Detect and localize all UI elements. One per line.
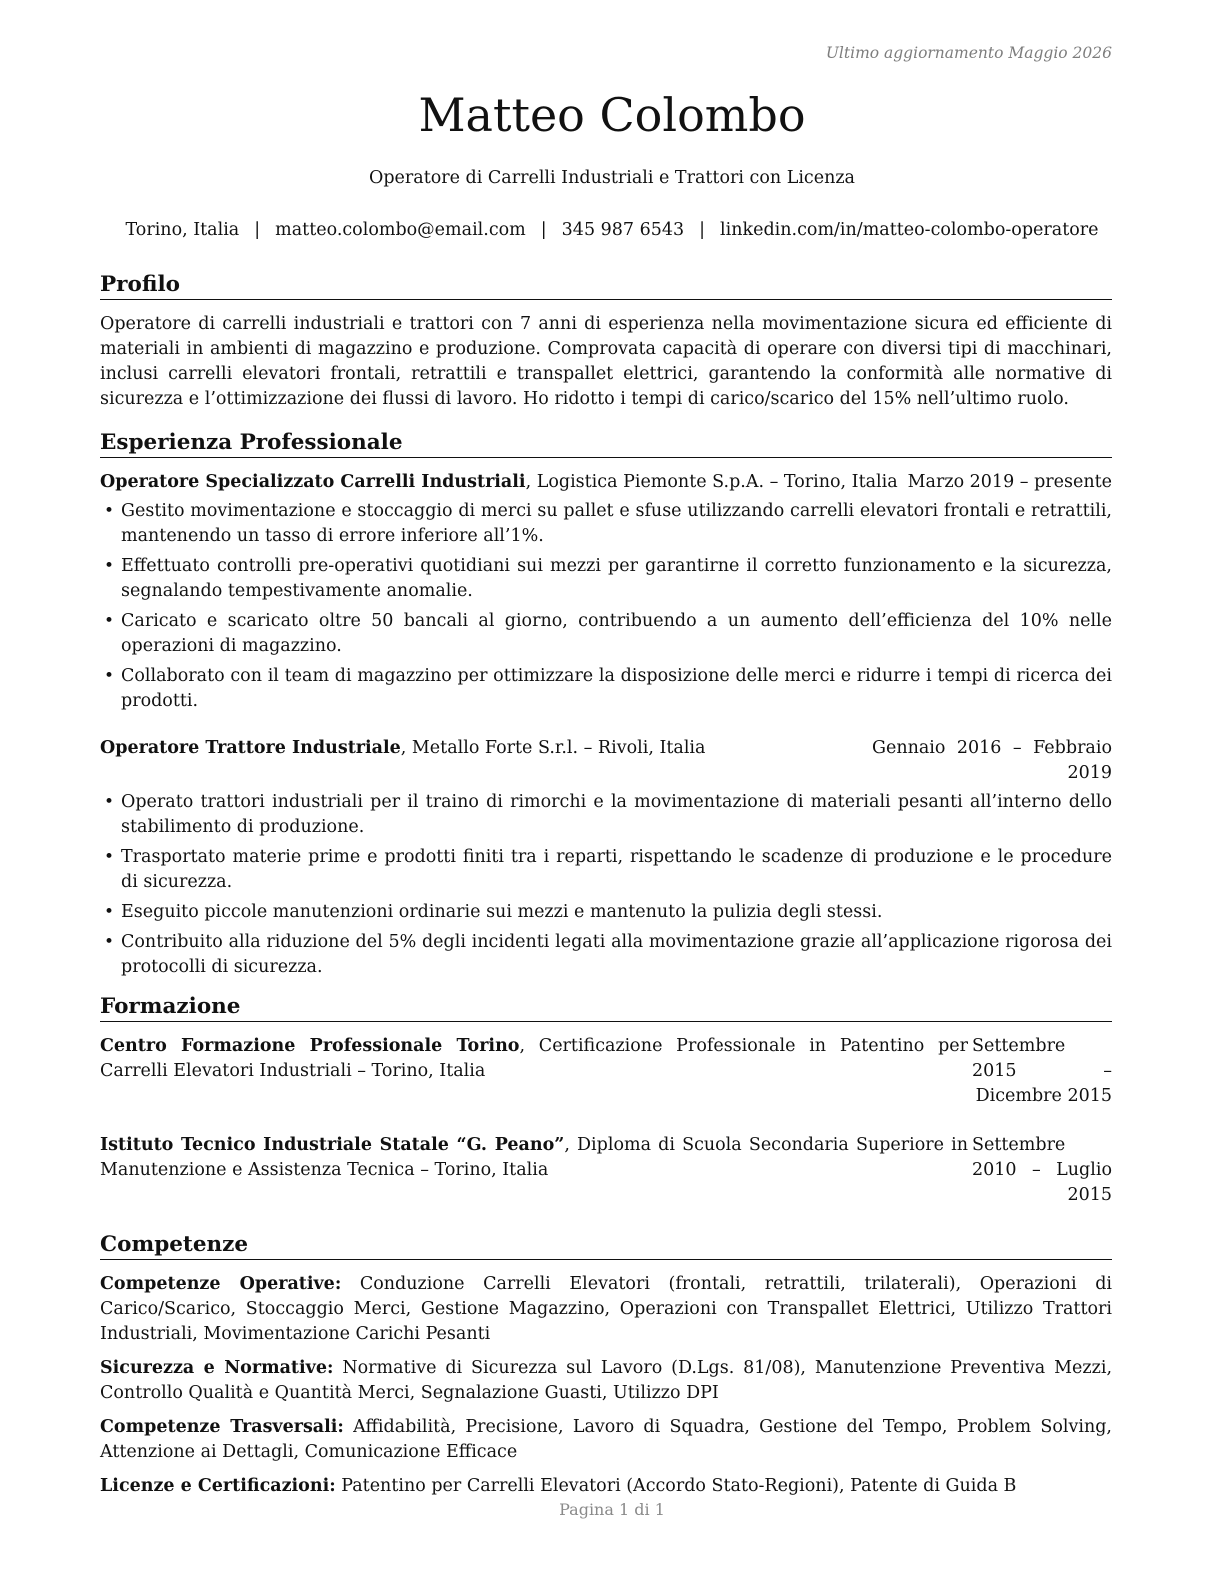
bullet-item [100,609,1112,659]
education-row [100,1034,1112,1109]
skill-group [100,1272,1112,1347]
job-heading [100,470,908,495]
skill-text: Affidabilità, Precisione, Lavoro di Squadra, Gestione del Tempo, Problem Solving, Attenzione ai Dettagli, Comunicazione Efficace [100,1417,1112,1462]
experience-section [100,430,1112,980]
bullet-item [100,790,1112,840]
job-dates: Gennaio 2016 – Febbraio 2019 [872,738,1112,783]
education-entry [100,1133,1112,1208]
bullet-icon: • [104,611,115,631]
job-dates: Marzo 2019 – presente [907,472,1112,492]
bullet-item [100,845,1112,895]
candidate-name: Matteo Colombo [418,88,806,142]
education-row [100,1133,1112,1208]
education-heading [100,1034,968,1109]
location: Torino, Italia [125,220,240,240]
education-dates: Settembre 2015 – Dicembre 2015 [972,1036,1112,1106]
job-bullets [100,790,1112,980]
skill-text: Normative di Sicurezza sul Lavoro (D.Lgs. 81/08), Manutenzione Preventiva Mezzi, Controllo Qualità e Quantità Merci, Segnalazione Guasti, Utilizzo DPI [100,1358,1113,1403]
section-title-skills: Competenze [100,1232,1112,1260]
linkedin-link[interactable]: linkedin.com/in/matteo-colombo-operatore [720,220,1099,240]
section-title-profile: Profilo [100,272,1112,300]
bullet-text: Contribuito alla riduzione del 5% degli incidenti legati alla movimentazione grazie all’applicazione rigorosa dei protocolli di sicurezza. [121,932,1112,977]
education-detail: , Diploma di Scuola Secondaria Superiore in Manutenzione e Assistenza Tecnica – Torino, Italia [100,1135,968,1180]
job-heading [100,736,872,761]
bullet-icon: • [104,847,115,867]
skill-label: Licenze e Certificazioni: [100,1476,336,1496]
bullet-item [100,900,1112,925]
job-company: , Metallo Forte S.r.l. – Rivoli, Italia [400,738,706,758]
job-entry [100,470,1112,714]
bullet-text: Collaborato con il team di magazzino per ottimizzare la disposizione delle merci e ridurre i tempi di ricerca dei prodotti. [121,666,1112,711]
job-entry [100,736,1112,980]
skills-section [100,1232,1112,1499]
bullet-text: Operato trattori industriali per il traino di rimorchi e la movimentazione di materiali pesanti all’interno dello stabilimento di produzione. [121,792,1112,837]
bullet-icon: • [104,501,115,521]
skill-label: Competenze Trasversali: [100,1417,344,1437]
resume-content [100,272,1112,1508]
bullet-icon: • [104,902,115,922]
headline: Operatore di Carrelli Industriali e Trattori con Licenza [369,168,855,188]
skill-text: Conduzione Carrelli Elevatori (frontali, retrattili, trilaterali), Operazioni di Carico/Scarico, Stoccaggio Merci, Gestione Magazzino, Operazioni con Transpallet Elettrici, Utilizzo Trattori Industriali, Movimentazione Carichi Pesanti [100,1274,1113,1344]
skill-text: Patentino per Carrelli Elevatori (Accordo Stato-Regioni), Patente di Guida B [335,1476,1017,1496]
bullet-text: Effettuato controlli pre-operativi quotidiani sui mezzi per garantirne il corretto funzionamento e la sicurezza, segnalando tempestivamente anomalie. [121,556,1112,601]
bullet-text: Eseguito piccole manutenzioni ordinarie sui mezzi e mantenuto la pulizia degli stessi. [121,902,883,922]
bullet-item [100,499,1112,549]
bullet-icon: • [104,932,115,952]
school-name: Centro Formazione Professionale Torino [100,1036,520,1056]
profile-text: Operatore di carrelli industriali e trattori con 7 anni di esperienza nella movimentazione sicura ed efficiente di materiali in ambienti di magazzino e produzione. Comprovata capacità di operare con diversi tipi di macchinari, inclusi carrelli elevatori frontali, retrattili e transpallet elettrici, garantendo la conformità alle normative di sicurezza e l’ottimizzazione dei flussi di lavoro. Ho ridotto i tempi di carico/scarico del 15% nell’ultimo ruolo. [100,314,1112,409]
skill-group [100,1356,1112,1406]
education-dates: Settembre 2010 – Luglio 2015 [972,1135,1112,1205]
last-updated: Ultimo aggiornamento Maggio 2026 [825,44,1112,62]
education-detail: , Certificazione Professionale in Patentino per Carrelli Elevatori Industriali – Torino, Italia [100,1036,969,1081]
section-title-education: Formazione [100,994,1112,1022]
profile-section [100,272,1112,412]
separator: | [540,220,547,240]
phone: 345 987 6543 [561,220,685,240]
bullet-text: Trasportato materie prime e prodotti finiti tra i reparti, rispettando le scadenze di produzione e le procedure di sicurezza. [121,847,1112,892]
section-title-experience: Esperienza Professionale [100,430,1112,458]
education-section [100,994,1112,1208]
skill-group [100,1415,1112,1465]
job-header [100,470,1112,495]
job-company: , Logistica Piemonte S.p.A. – Torino, Italia [525,472,898,492]
education-heading [100,1133,968,1208]
separator: | [699,220,706,240]
separator: | [254,220,261,240]
email-link[interactable]: matteo.colombo@email.com [275,220,526,240]
skill-group [100,1474,1112,1499]
bullet-icon: • [104,792,115,812]
job-role: Operatore Trattore Industriale [100,738,401,758]
education-entry [100,1034,1112,1109]
bullet-item [100,554,1112,604]
bullet-item [100,664,1112,714]
bullet-icon: • [104,666,115,686]
job-header [100,736,1112,786]
bullet-text: Caricato e scaricato oltre 50 bancali al giorno, contribuendo a un aumento dell’efficienza del 10% nelle operazioni di magazzino. [121,611,1112,656]
bullet-icon: • [104,556,115,576]
school-name: Istituto Tecnico Industriale Statale “G. Peano” [100,1135,565,1155]
bullet-text: Gestito movimentazione e stoccaggio di merci su pallet e sfuse utilizzando carrelli elevatori frontali e retrattili, mantenendo un tasso di errore inferiore all’1%. [121,501,1112,546]
skill-label: Competenze Operative: [100,1274,342,1294]
job-bullets [100,499,1112,714]
job-role: Operatore Specializzato Carrelli Industriali [100,472,526,492]
skill-label: Sicurezza e Normative: [100,1358,334,1378]
page-number: Pagina 1 di 1 [559,1500,665,1519]
bullet-item [100,930,1112,980]
contact-line [0,220,1224,240]
